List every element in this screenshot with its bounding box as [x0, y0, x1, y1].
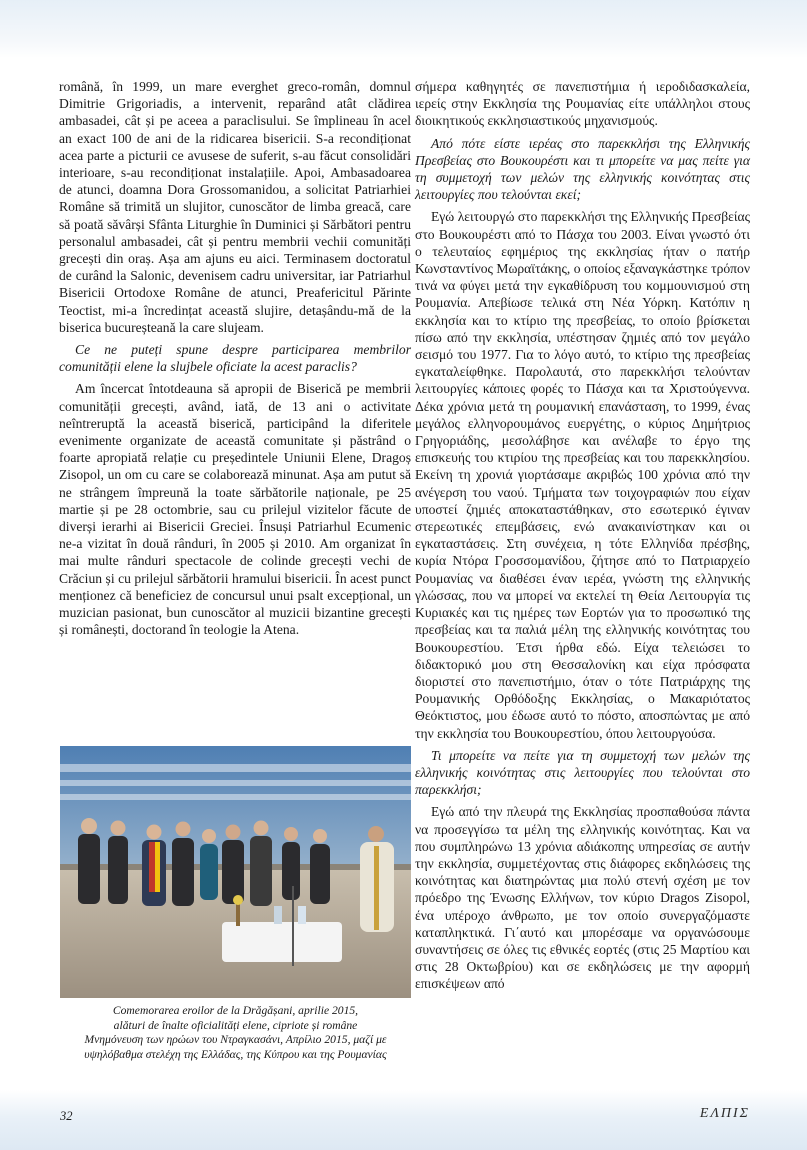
- answer-ro: Am încercat întotdeauna să apropii de Biserică pe membrii comunității grecești, având, iată, de 13 ani o activitate neîntreruptă la această biserică, participând la diferitele evenimente organizate de această comunitate și păstrând o foarte apropiată relație cu președintele Uniunii Elene, Dragoș Zisopol, un om cu care se colaborează minunat. Așa am putut să ne strângem împreună la toate sărbătorile naționale, pe 25 martie și pe 28 octombrie, sau cu prilejul vizitelor făcute de diverși ierarhi ai Bisericii Greciei. Însuși Patriarhul Ecumenic ne-a vizitat în două rânduri, în 2005 și 2010. Am organizat în mai multe rânduri spectacole de colinde grecești vechi de Crăciun și cu prilejul sărbătorii hramului bisericii. În acest punct menționez că beneficiez de concursul unui psalt excepțional, un muzician pasionat, bun cunoscător al muzicii bizantine grecești și românești, doctorand în teologie la Atena.: [59, 381, 411, 638]
- caption-line-ro-1: Comemorarea eroilor de la Drăgășani, aprilie 2015,: [112, 1004, 359, 1017]
- top-decorative-band: [0, 0, 807, 58]
- right-column: [415, 78, 750, 998]
- left-column: [59, 78, 411, 644]
- question-gr-2: Τι μπορείτε να πείτε για τη συμμετοχή των μελών της ελληνικής κοινότητας στις λειτουργίες που τελούνται στο παρεκκλήσι;: [415, 747, 750, 798]
- ceremony-photo: [60, 746, 411, 998]
- question-gr-1: Από πότε είστε ιερέας στο παρεκκλήσι της Ελληνικής Πρεσβείας στο Βουκουρέστι και τι μπορείτε να μας πείτε για τη συμμετοχή των μελών της ελληνικής κοινότητας στις λειτουργίες που τελούνται εκεί;: [415, 135, 750, 203]
- paragraph-gr-1: σήμερα καθηγητές σε πανεπιστήμια ή ιεροδιδασκαλεία, ιερείς στην Εκκλησία της Ρουμανίας είτε υπάλληλοι στους διοικητικούς εκκλησιαστικούς μηχανισμούς.: [415, 79, 750, 129]
- question-ro: Ce ne puteți spune despre participarea membrilor comunității elene la slujbele oficiate la acest paraclis?: [59, 342, 411, 375]
- bottom-decorative-band: [0, 1090, 807, 1150]
- paragraph-ro-1: română, în 1999, un mare everghet greco-român, domnul Dimitrie Grigoriadis, a intervenit, reparând atât clădirea ambasadei, cât și pe aceea a paraclisului. Se împlineau în acel an exact 100 de ani de la ridicarea bisericii. S-a recondiționat acea parte a picturii ce avusese de suferit, s-au făcut consolidări interioare, s-au recondiționat instalațiile. Apoi, Ambasadoarea de atunci, doamna Dora Grossomanidou, a solicitat Patriarhiei Române să trimită un slujitor, cunoscător de limba greacă, care să poată săvârși Sfânta Liturghie în Duminici și Sărbători pentru personalul ambasadei, cât și pentru membrii vechii comunități grecești din oraș. Așa am ajuns eu aici. Terminasem doctoratul de curând la Salonic, devenisem cadru universitar, iar Patriarhul Bisericii Ortodoxe Române de atunci, Preafericitul Părinte Teoctist, mi-a încredințat această slujire, detașându-mă de la biserica bucureșteană la care slujeam.: [59, 79, 411, 335]
- magazine-name: ΕΛΠΙΣ: [699, 1106, 750, 1121]
- caption-line-gr-1: Μνημόνευση των ηρώων του Ντραγκασάνι, Απρίλιο 2015, μαζί με: [84, 1033, 387, 1047]
- photo-caption: [60, 1004, 411, 1062]
- answer-gr-1: Εγώ λειτουργώ στο παρεκκλήσι της Ελληνικής Πρεσβείας στο Βουκουρέστι από το Πάσχα του 2003. Είναι γνωστό ότι ο τελευταίος εφημέριος της εκκλησίας ήταν ο πατήρ Κωνσταντίνος Μωραϊτάκης, ο οποίος εξαναγκάστηκε τρόπον τινά να φύγει μετά την εγκαθίδρυση του κομμουνισμού στη Ρουμανία. Απεβίωσε τελικά στη Νέα Υόρκη. Κατόπιν η εκκλησία και το κτίριο της πρεσβείας, το οποίο βρίσκεται πίσω από την εκκλησία, υπέστησαν ζημιές από τον μεγάλο σεισμό του 1977. Για το λόγο αυτό, το κτίριο της πρεσβείας εγκαταλείφθηκε. Παρολαυτά, στο παρεκκλήσι τελούνταν λειτουργίες κάποιες φορές το Πάσχα και τα Χριστούγεννα. Δέκα χρόνια μετά τη ρουμανική επανάσταση, το 1999, ένας μεγάλος ελληνορουμάνος ευεργέτης, ο κύριος Δημήτριος Γρηγοριάδης, μεσολάβησε και ανέλαβε το έργο της επισκευής του κτιρίου της πρεσβείας και του παρεκκλησίου. Εκείνη τη χρονιά γιορτάσαμε ακριβώς 100 χρόνια από την ανέγερση του ναού. Τμήματα των τοιχογραφιών που είχαν υποστεί ζημιές αποκαταστάθηκαν, στο εσωτερικό έγιναν στερεωτικές επεμβάσεις, ενώ ανακαινίστηκαν και οι εγκαταστάσεις. Στη συνέχεια, η τότε Ελληνίδα πρέσβης, κυρία Ντόρα Γροσσομανίδου, ζήτησε από το Πατριαρχείο Ρουμανίας να διαθέσει έναν ιερέα, γνώστη της ελληνικής γλώσσας, που να μπορεί να εκτελεί τη Θεία Λειτουργία τις Κυριακές και τις ημέρες των Εορτών για το προσωπικό της πρεσβείας και τα παλιά μέλη της ελληνικής κοινότητας του Βουκουρεστίου. Έτσι ήρθα εδώ. Είχα τελειώσει το διδακτορικό μου στη Θεσσαλονίκη και είχα πρόσφατα διοριστεί στο πανεπιστήμιο, όταν ο τότε Πατριάρχης της Ρουμανικής Ορθόδοξης Εκκλησίας, ο Μακαριότατος Θεόκτιστος, μου έδωσε αυτό το πόστο, αποσπώντας με από την εκκλησία του Βουκουρεστίου, όπου λειτουργούσα.: [415, 209, 750, 741]
- page-number: 32: [60, 1109, 73, 1123]
- caption-line-ro-2: alături de înalte oficialități elene, cipriote și române: [113, 1018, 358, 1032]
- caption-line-gr-2: υψηλόβαθμα στελέχη της Ελλάδας, της Κύπρου και της Ρουμανίας: [84, 1047, 387, 1061]
- ceremony-photo-illustration: [60, 746, 411, 998]
- answer-gr-2: Εγώ από την πλευρά της Εκκλησίας προσπαθούσα πάντα να προσεγγίσω τα μέλη της ελληνικής κοινότητας. Και να που συμπληρώνω 13 χρόνια αδιάκοπης υπηρεσίας σε αυτήν την εκκλησία, συμμετέχοντας στις διάφορες εκδηλώσεις της κοινότητας και διατηρώντας μια πολύ στενή σχέση με τον πρόεδρο της Ένωσης Ελλήνων, τον κύριο Dragos Zisopol, ένα υπέροχο άνθρωπο, με τον οποίο συνεργαζόμαστε καταπληκτικά. Γι΄αυτό και μπορέσαμε να οργανώσουμε συναντήσεις σε όλες τις εθνικές εορτές (στις 25 Μαρτίου και στις 28 Οκτωβρίου) και σε εκδηλώσεις με την αφορμή επισκέψεων από: [415, 804, 750, 992]
